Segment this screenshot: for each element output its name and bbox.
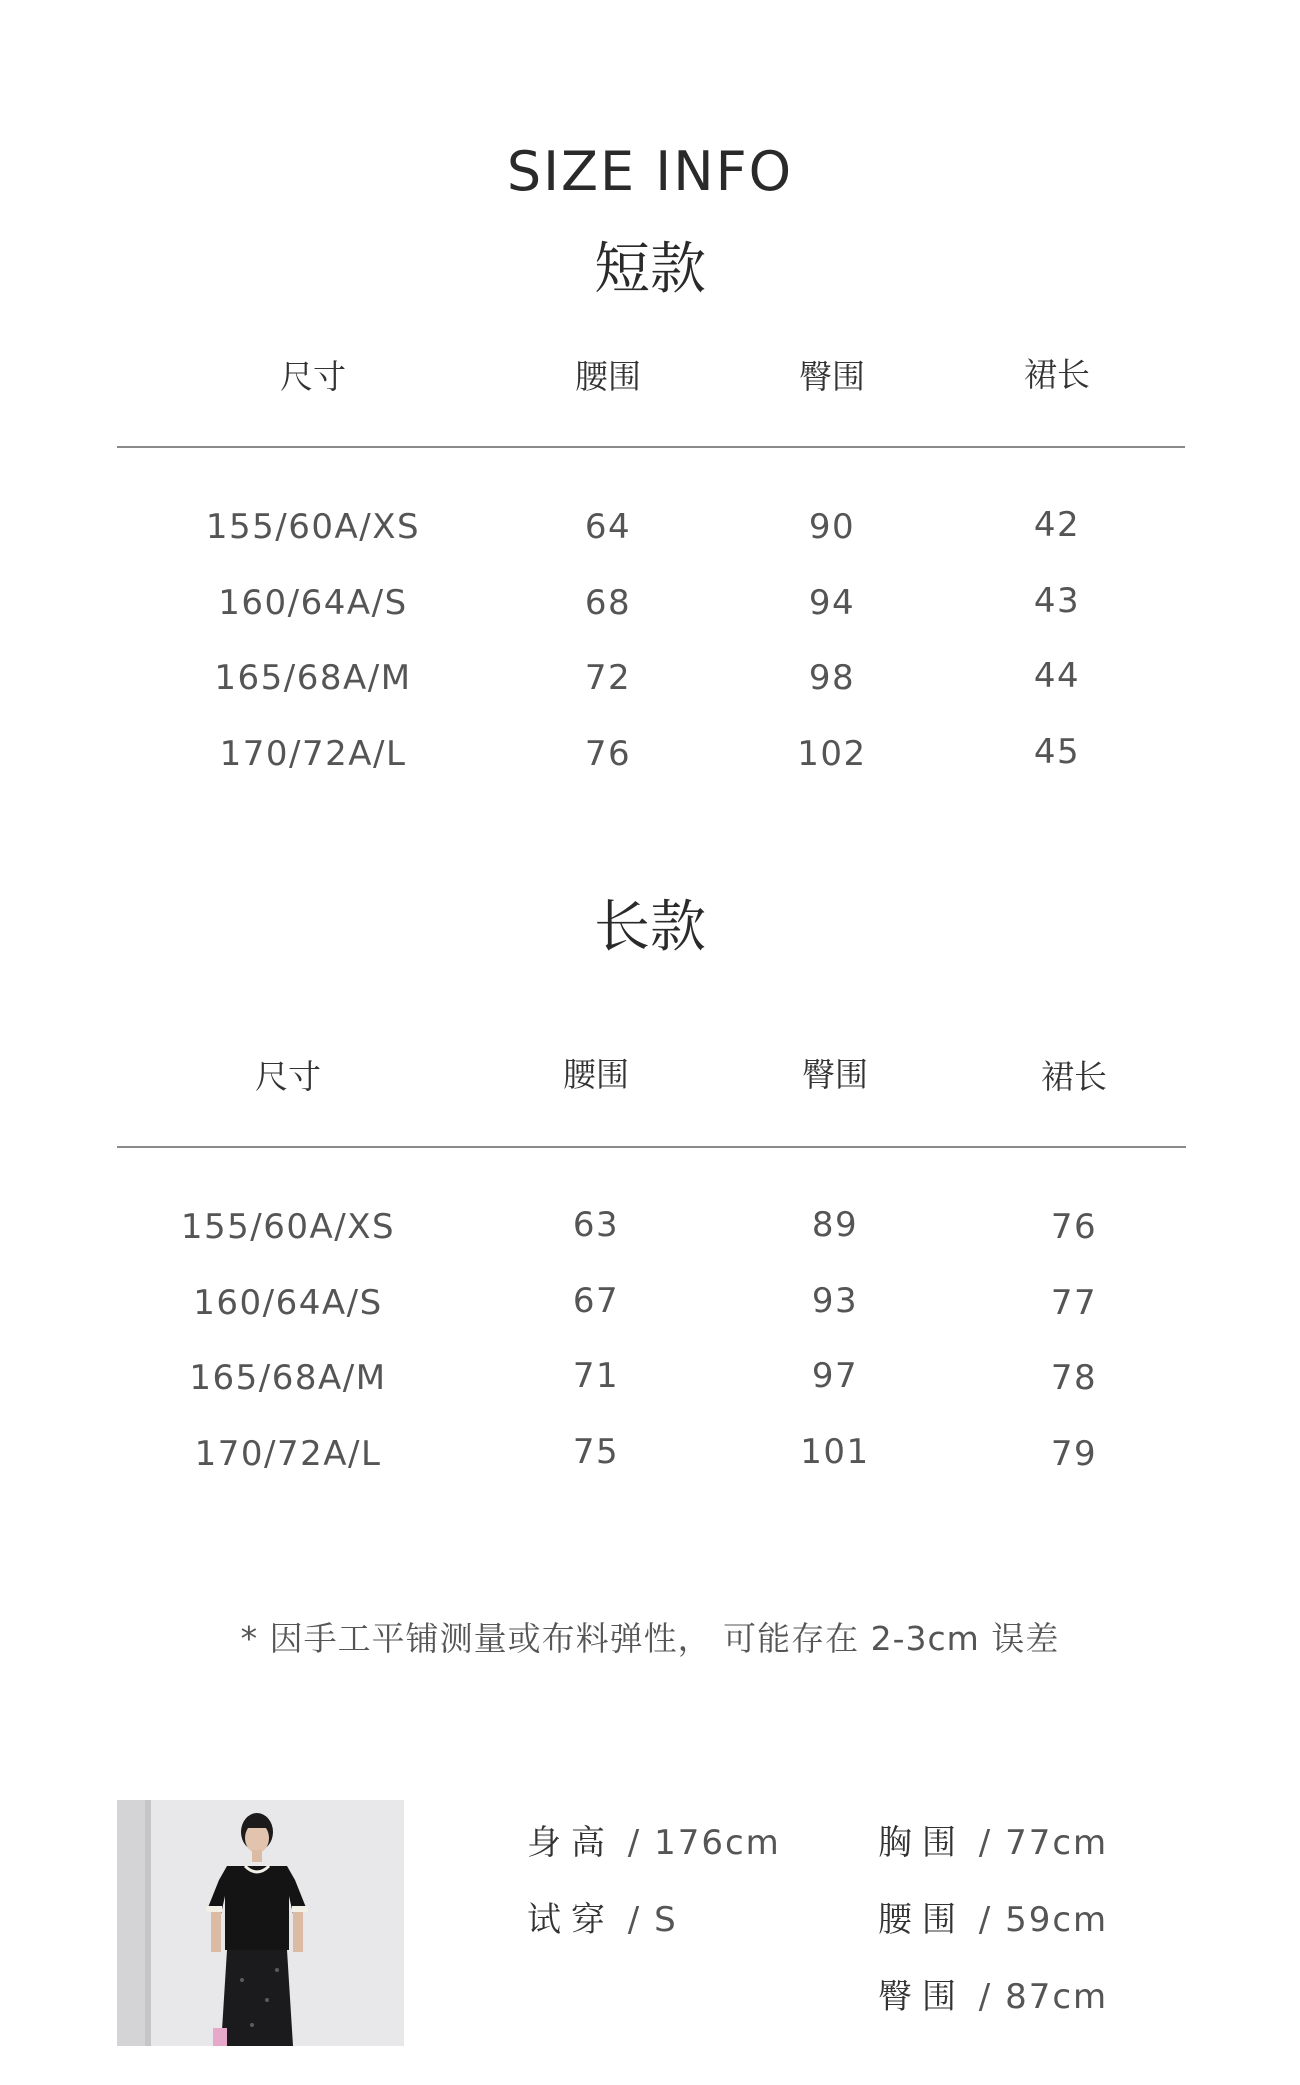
table-cell-skirt-length: 42	[1033, 505, 1081, 545]
table-cell-hip: 102	[797, 734, 867, 774]
short-section-title: 短款	[594, 237, 706, 302]
table-cell-waist: 63	[572, 1205, 620, 1245]
table-cell-size: 170/72A/L	[219, 734, 407, 774]
table-cell-size: 170/72A/L	[194, 1434, 382, 1474]
table-cell-waist: 76	[584, 734, 632, 774]
model-hip-value: 87cm	[1005, 1977, 1109, 2017]
header-hip: 臀围	[802, 1055, 868, 1094]
model-tryon-label: 试穿	[527, 1900, 615, 1940]
header-size: 尺寸	[255, 1057, 321, 1096]
model-photo	[117, 1800, 404, 2046]
model-waist-value: 59cm	[1005, 1900, 1109, 1940]
table-cell-skirt-length: 78	[1050, 1358, 1098, 1398]
table-cell-size: 160/64A/S	[193, 1283, 383, 1323]
table-cell-skirt-length: 44	[1033, 656, 1081, 696]
measurement-note: * 因手工平铺测量或布料弹性， 可能存在 2-3cm 误差	[240, 1619, 1060, 1658]
header-waist: 腰围	[575, 357, 641, 396]
table-cell-skirt-length: 79	[1050, 1434, 1098, 1474]
table-cell-skirt-length: 45	[1033, 732, 1081, 772]
model-hip-label: 臀围	[878, 1977, 966, 2017]
model-height-value: 176cm	[654, 1823, 781, 1863]
model-hip: 臀围 / 87cm	[878, 1977, 1109, 2017]
table-cell-size: 155/60A/XS	[180, 1207, 396, 1247]
table-cell-waist: 71	[572, 1356, 620, 1396]
model-bust-label: 胸围	[878, 1823, 966, 1863]
table-cell-hip: 98	[808, 658, 856, 698]
table-cell-size: 165/68A/M	[189, 1358, 387, 1398]
table-cell-hip: 94	[808, 583, 856, 623]
long-section-title: 长款	[594, 895, 706, 960]
table-cell-size: 155/60A/XS	[205, 507, 421, 547]
table-cell-waist: 67	[572, 1281, 620, 1321]
table-cell-size: 165/68A/M	[214, 658, 412, 698]
table-cell-waist: 68	[584, 583, 632, 623]
model-waist: 腰围 / 59cm	[878, 1900, 1109, 1940]
header-hip: 臀围	[799, 357, 865, 396]
model-height: 身高 / 176cm	[527, 1823, 781, 1863]
table-cell-hip: 90	[808, 507, 856, 547]
table-cell-waist: 64	[584, 507, 632, 547]
table-cell-waist: 72	[584, 658, 632, 698]
table-cell-skirt-length: 43	[1033, 581, 1081, 621]
header-skirt-length: 裙长	[1024, 355, 1090, 394]
model-bust: 胸围 / 77cm	[878, 1823, 1109, 1863]
table-cell-skirt-length: 77	[1050, 1283, 1098, 1323]
table-cell-size: 160/64A/S	[218, 583, 408, 623]
header-skirt-length: 裙长	[1041, 1057, 1107, 1096]
model-height-label: 身高	[527, 1823, 615, 1863]
table-divider	[117, 446, 1185, 448]
table-divider	[117, 1146, 1186, 1148]
table-cell-hip: 93	[811, 1281, 859, 1321]
table-cell-hip: 89	[811, 1205, 859, 1245]
header-size: 尺寸	[280, 357, 346, 396]
model-tryon: 试穿 / S	[527, 1900, 678, 1940]
page-title: SIZE INFO	[506, 140, 794, 203]
header-waist: 腰围	[563, 1055, 629, 1094]
table-cell-waist: 75	[572, 1432, 620, 1472]
table-cell-hip: 101	[800, 1432, 870, 1472]
table-cell-skirt-length: 76	[1050, 1207, 1098, 1247]
model-tryon-value: S	[654, 1900, 678, 1940]
model-waist-label: 腰围	[878, 1900, 966, 1940]
table-cell-hip: 97	[811, 1356, 859, 1396]
model-bust-value: 77cm	[1005, 1823, 1109, 1863]
